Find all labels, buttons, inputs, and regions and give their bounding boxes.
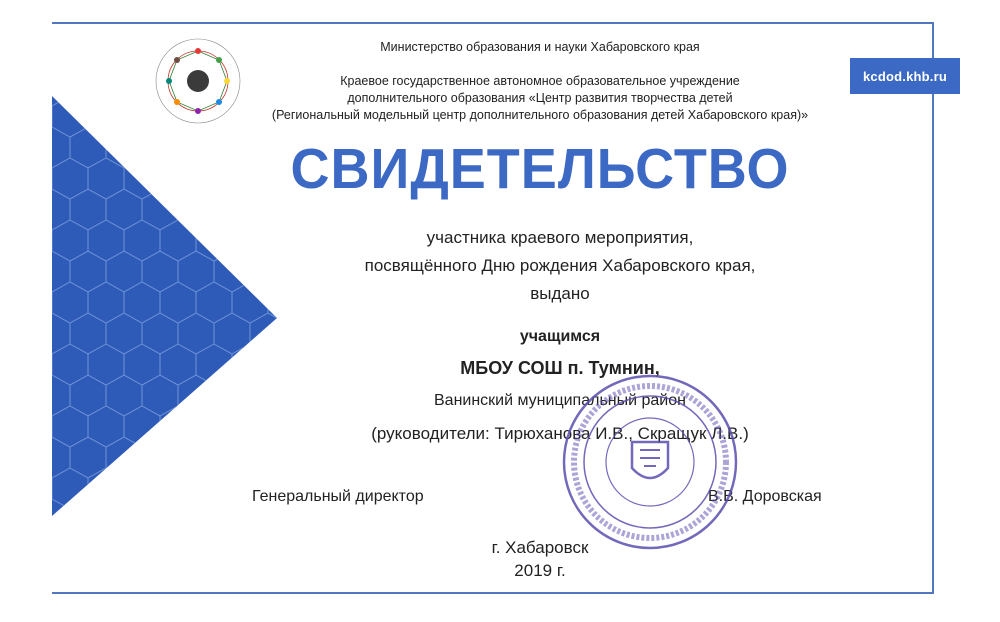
official-round-stamp [560,372,740,552]
regional-model-center-logo [153,36,243,126]
institution-line-1: Краевое государственное автономное образовательное учреждение [340,74,740,88]
chevron-hexagon-decoration [52,96,282,516]
school-name: МБОУ СОШ п. Тумнин, [460,358,660,378]
institution-line-3: (Региональный модельный центр дополнительного образования детей Хабаровского края)» [271,108,809,122]
leaders-names: (руководители: Тирюханова И.В., Скращук Л.В.) [371,424,749,443]
director-position: Генеральный директор [252,488,424,505]
website-badge: kcdod.khb.ru [850,58,960,94]
ministry-name: Министерство образования и науки Хабаровского края [380,40,700,54]
recipient-type: учащимся [519,328,601,345]
institution-line-2: дополнительного образования «Центр развития творчества детей [347,91,733,105]
certificate-title: СВИДЕТЕЛЬСТВО [290,137,790,201]
certificate-text-line-1: участника краевого мероприятия, [426,228,694,247]
certificate-text-line-2: посвящённого Дню рождения Хабаровского края, [364,256,756,275]
year: 2019 г. [514,561,566,580]
city: г. Хабаровск [491,538,589,557]
certificate-text-line-3: выдано [530,284,590,303]
director-name: В.В. Доровская [708,488,822,505]
district-name: Ванинский муниципальный район [434,392,686,409]
